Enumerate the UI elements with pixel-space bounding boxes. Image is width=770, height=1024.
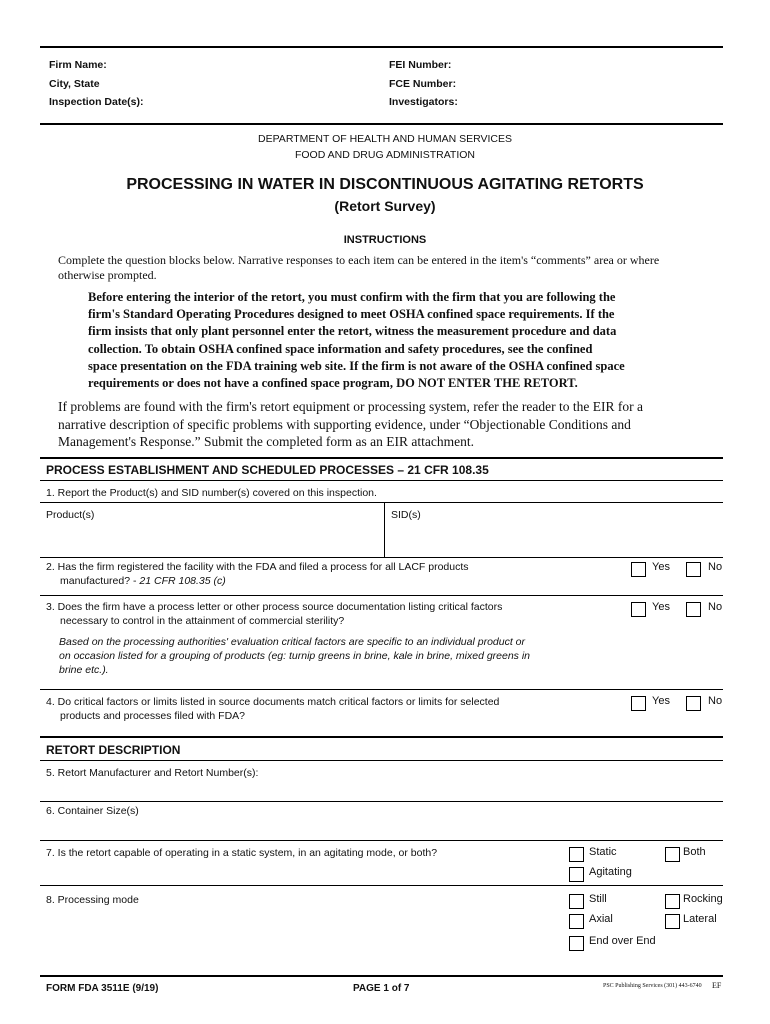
fei-number-label: FEI Number: xyxy=(389,59,452,71)
warning-line: requirements or does not have a confined space program, DO NOT ENTER THE RETORT. xyxy=(88,376,578,391)
question-2-line-1: 2. Has the firm registered the facility with the FDA and filed a process for all LACF products xyxy=(46,561,469,573)
axial-checkbox[interactable] xyxy=(569,914,584,929)
section2-top-rule xyxy=(40,736,723,738)
end-over-end-checkbox[interactable] xyxy=(569,936,584,951)
sid-field[interactable] xyxy=(386,522,722,556)
retort-manufacturer-field[interactable] xyxy=(41,782,722,800)
problems-line: If problems are found with the firm's retort equipment or processing system, refer the reader to the EIR for a xyxy=(58,399,643,414)
question-3-note-line: Based on the processing authorities' evaluation critical factors are specific to an individual product or xyxy=(59,636,526,648)
question-2-text: manufactured? - xyxy=(60,575,140,587)
question-2 xyxy=(46,560,469,588)
instructions-intro-line-2: otherwise prompted. xyxy=(58,268,157,282)
question-3-note-line: brine etc.). xyxy=(59,664,109,676)
form-id: FORM FDA 3511E (9/19) xyxy=(46,983,159,994)
q4-yes-label: Yes xyxy=(652,695,670,707)
question-3-note-line: on occasion listed for a grouping of products (eg: turnip greens in brine, kale in brine, mixed greens in xyxy=(59,650,531,662)
question-4-line-2: products and processes filed with FDA? xyxy=(60,710,246,722)
q4-yes-checkbox[interactable] xyxy=(631,696,646,711)
q3-yes-label: Yes xyxy=(652,601,670,613)
question-3 xyxy=(46,600,502,628)
investigators-label: Investigators: xyxy=(389,96,458,108)
question-5: 5. Retort Manufacturer and Retort Number(s): xyxy=(46,767,259,779)
question-2-line-2 xyxy=(46,574,469,588)
question-4 xyxy=(46,695,499,723)
page-number: PAGE 1 of 7 xyxy=(353,983,410,994)
warning-line: firm insists that only plant personnel enter the retort, witness the measurement procedure and data xyxy=(88,324,617,339)
q2-no-label: No xyxy=(708,561,723,573)
publisher: PSC Publishing Services (301) 443-6740 xyxy=(603,983,702,989)
q6-bottom-rule xyxy=(40,840,723,841)
footer-rule xyxy=(40,975,723,977)
warning-line: collection. To obtain OSHA confined space information and safety procedures, see the confined xyxy=(88,341,593,356)
question-3-line-1: 3. Does the firm have a process letter or other process source documentation listing critical factors xyxy=(46,601,503,613)
both-checkbox[interactable] xyxy=(665,847,680,862)
question-3-line-2: necessary to control in the attainment of commercial sterility? xyxy=(60,615,345,627)
q3-no-checkbox[interactable] xyxy=(686,602,701,617)
problems-line: narrative description of specific problems with supporting evidence, under “Objectionable Conditions and xyxy=(58,416,631,432)
firm-name-label: Firm Name: xyxy=(49,59,107,71)
lateral-label: Lateral xyxy=(683,913,717,925)
q1-rule xyxy=(40,502,723,503)
warning-line: space presentation on the FDA training web site. If the firm is not aware of the OSHA confined space xyxy=(88,358,625,373)
q2-yes-checkbox[interactable] xyxy=(631,562,646,577)
q2-no-checkbox[interactable] xyxy=(686,562,701,577)
problems-line: Management's Response.” Submit the completed form as an EIR attachment. xyxy=(58,434,474,449)
section1-top-rule xyxy=(40,457,723,459)
rocking-checkbox[interactable] xyxy=(665,894,680,909)
agency-line-2: FOOD AND DRUG ADMINISTRATION xyxy=(294,149,476,161)
products-label: Product(s) xyxy=(46,509,95,521)
static-checkbox[interactable] xyxy=(569,847,584,862)
question-4-line-1: 4. Do critical factors or limits listed in source documents match critical factors or limits for selected xyxy=(46,696,500,708)
instructions-intro-line-1: Complete the question blocks below. Narrative responses to each item can be entered in the item's “comments” area or where xyxy=(58,253,660,267)
both-label: Both xyxy=(683,846,706,858)
q4-no-checkbox[interactable] xyxy=(686,696,701,711)
products-field[interactable] xyxy=(41,522,383,556)
warning-line: Before entering the interior of the retort, you must confirm with the firm that you are following the xyxy=(88,290,616,304)
question-8: 8. Processing mode xyxy=(46,894,139,906)
agitating-label: Agitating xyxy=(589,866,632,878)
page-subtitle: (Retort Survey) xyxy=(334,198,436,214)
q3-no-label: No xyxy=(708,601,723,613)
rocking-label: Rocking xyxy=(683,893,723,905)
still-label: Still xyxy=(589,893,607,905)
agency-line-1: DEPARTMENT OF HEALTH AND HUMAN SERVICES xyxy=(258,133,512,145)
question-7: 7. Is the retort capable of operating in a static system, in an agitating mode, or both? xyxy=(46,847,438,859)
instructions-heading: INSTRUCTIONS xyxy=(343,234,427,246)
sid-label: SID(s) xyxy=(391,509,421,521)
q1-bottom-rule xyxy=(40,557,723,558)
q5-bottom-rule xyxy=(40,801,723,802)
question-2-citation: 21 CFR 108.35 (c) xyxy=(139,575,226,587)
q3-bottom-rule xyxy=(40,689,723,690)
q7-bottom-rule xyxy=(40,885,723,886)
static-label: Static xyxy=(589,846,617,858)
still-checkbox[interactable] xyxy=(569,894,584,909)
question-6: 6. Container Size(s) xyxy=(46,805,139,817)
axial-label: Axial xyxy=(589,913,613,925)
products-sid-divider xyxy=(384,502,385,557)
fce-number-label: FCE Number: xyxy=(389,78,457,90)
q4-no-label: No xyxy=(708,695,723,707)
container-size-field[interactable] xyxy=(41,820,722,839)
section1-title: PROCESS ESTABLISHMENT AND SCHEDULED PROCESSES – 21 CFR 108.35 xyxy=(46,463,489,477)
end-over-end-label: End over End xyxy=(589,935,656,947)
section2-title: RETORT DESCRIPTION xyxy=(46,743,181,757)
inspection-dates-label: Inspection Date(s): xyxy=(49,96,144,108)
question-3-note xyxy=(59,635,530,677)
q2-bottom-rule xyxy=(40,595,723,596)
q2-yes-label: Yes xyxy=(652,561,670,573)
section1-title-rule xyxy=(40,480,723,481)
warning-line: firm's Standard Operating Procedures designed to meet OSHA confined space requirements. If the xyxy=(88,307,615,322)
lateral-checkbox[interactable] xyxy=(665,914,680,929)
q3-yes-checkbox[interactable] xyxy=(631,602,646,617)
section2-title-rule xyxy=(40,760,723,761)
problems-paragraph xyxy=(58,398,643,451)
confined-space-warning xyxy=(88,289,625,392)
question-1: 1. Report the Product(s) and SID number(s) covered on this inspection. xyxy=(46,487,377,499)
page-title: PROCESSING IN WATER IN DISCONTINUOUS AGITATING RETORTS xyxy=(126,176,644,193)
form-code: EF xyxy=(712,981,722,990)
city-state-label: City, State xyxy=(49,78,100,90)
agitating-checkbox[interactable] xyxy=(569,867,584,882)
header-rule xyxy=(40,123,723,125)
top-rule xyxy=(40,46,723,48)
